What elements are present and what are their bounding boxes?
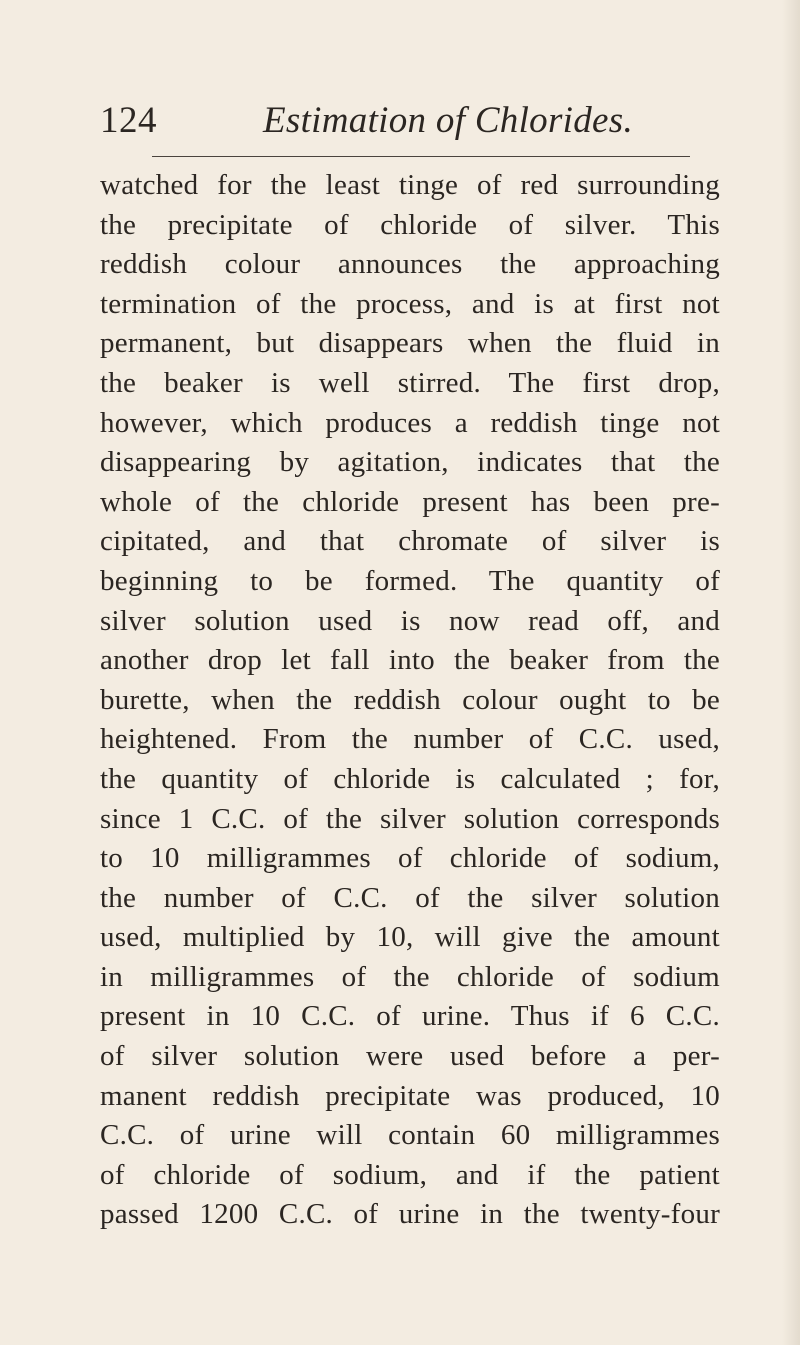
text-line: reddish colour announces the approaching [100, 248, 720, 281]
text-line: in milligrammes of the chloride of sodium [100, 960, 720, 993]
text-line: heightened. From the number of C.C. used, [100, 723, 720, 756]
text-line: the beaker is well stirred. The first drop, [100, 366, 720, 399]
text-line: termination of the process, and is at first not [100, 287, 720, 320]
text-line: watched for the least tinge of red surrounding [100, 169, 720, 201]
text-line: used, multiplied by 10, will give the amount [100, 921, 720, 954]
text-line: present in 10 C.C. of urine. Thus if 6 C.C. [100, 1000, 720, 1033]
text-line: permanent, but disappears when the fluid in [100, 327, 720, 360]
text-line: the quantity of chloride is calculated ; for, [100, 762, 720, 795]
text-line: beginning to be formed. The quantity of [100, 564, 720, 597]
page-edge-shadow [782, 0, 800, 1345]
text-line: cipitated, and that chromate of silver is [100, 525, 720, 558]
text-line: burette, when the reddish colour ought to be [100, 683, 720, 716]
body-text [100, 166, 720, 1235]
text-line: to 10 milligrammes of chloride of sodium, [100, 842, 720, 875]
text-line: however, which produces a reddish tinge not [100, 406, 720, 439]
header-rule [152, 156, 690, 157]
text-line: passed 1200 C.C. of urine in the twenty-four [100, 1198, 720, 1231]
text-line: disappearing by agitation, indicates that the [100, 446, 720, 479]
text-line: since 1 C.C. of the silver solution corresponds [100, 802, 720, 835]
text-line: the precipitate of chloride of silver. This [100, 208, 720, 241]
text-line: of chloride of sodium, and if the patient [100, 1158, 720, 1191]
running-title: Estimation of Chlorides. [263, 100, 634, 141]
running-head [100, 96, 720, 146]
text-line: manent reddish precipitate was produced, 10 [100, 1079, 720, 1112]
text-line: silver solution used is now read off, and [100, 604, 720, 637]
text-line: C.C. of urine will contain 60 milligrammes [100, 1119, 720, 1152]
text-line: the number of C.C. of the silver solution [100, 881, 720, 914]
text-line: another drop let fall into the beaker from the [100, 644, 720, 677]
text-line: whole of the chloride present has been pre- [100, 485, 720, 518]
text-line: of silver solution were used before a per- [100, 1040, 720, 1073]
page-number: 124 [100, 100, 157, 141]
